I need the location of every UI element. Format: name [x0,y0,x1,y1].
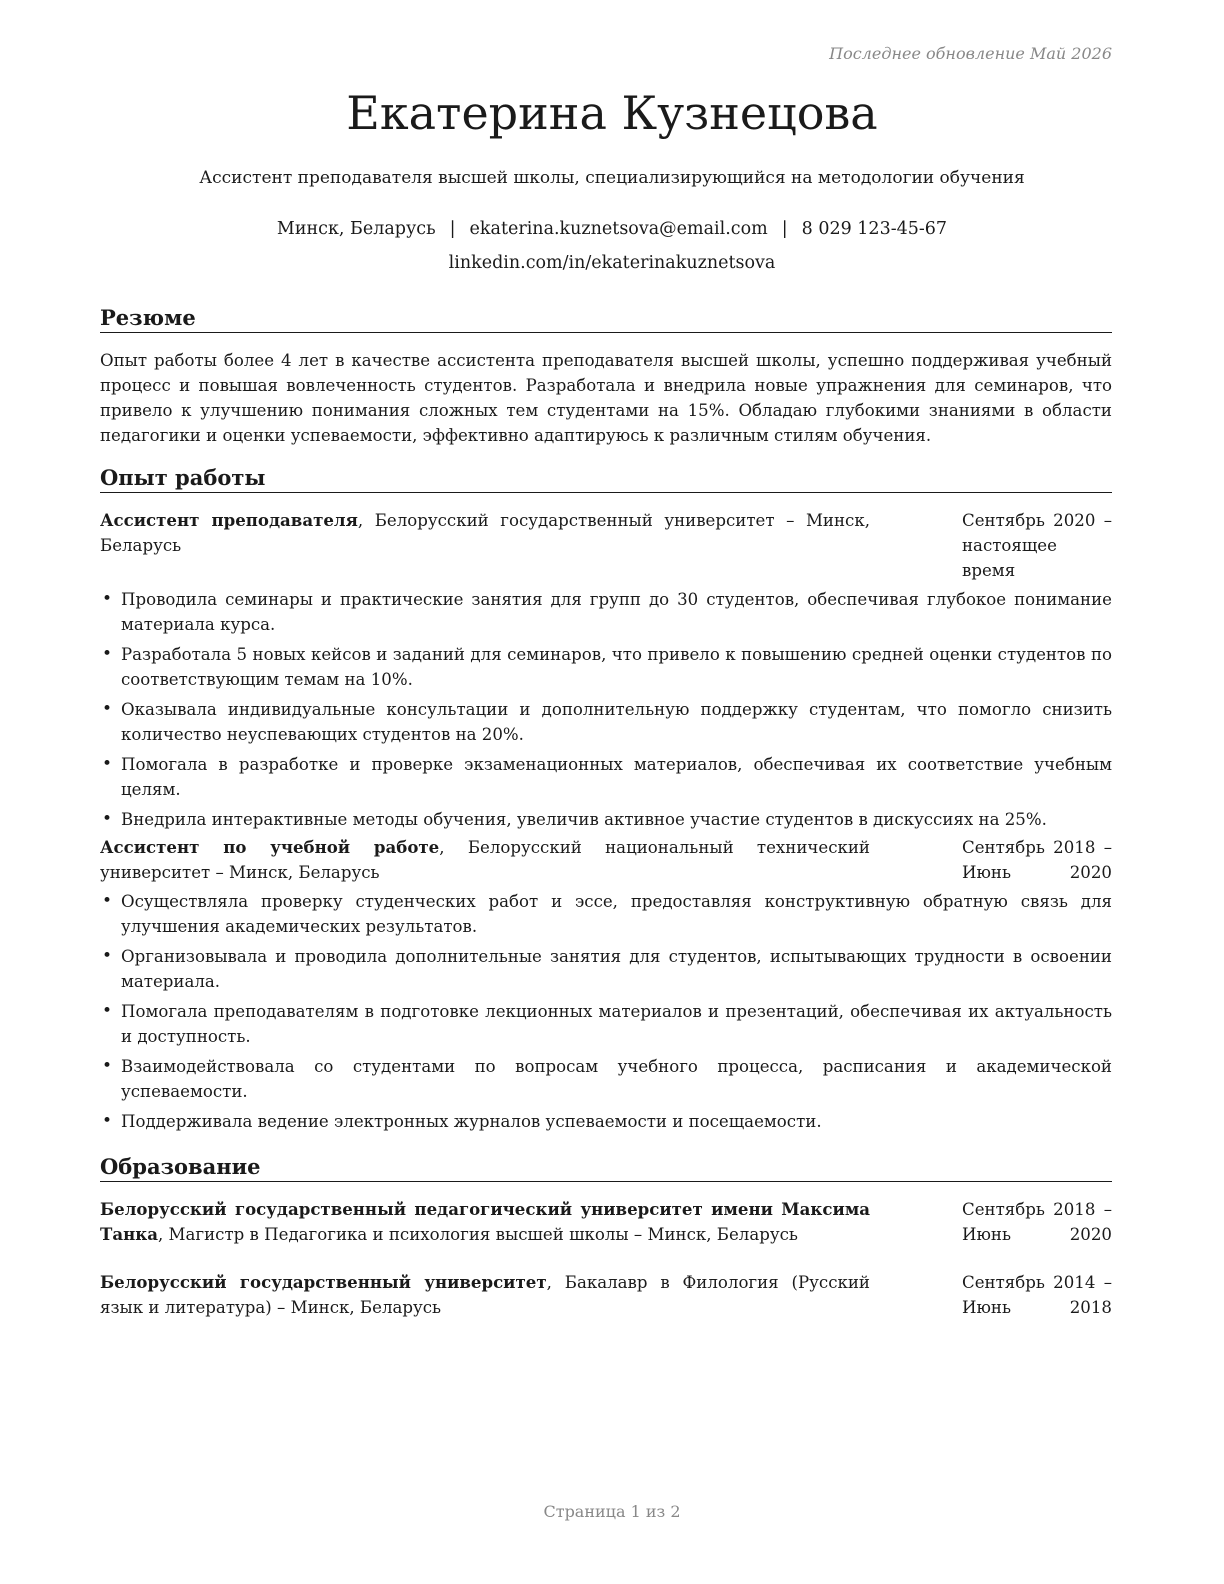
section-title-education: Образование [100,1154,1112,1182]
education-header [100,1197,1112,1247]
degree-details: , Бакалавр в Филология (Русский язык и литература) – Минск, Беларусь [100,1273,870,1317]
list-item: • Осуществляла проверку студенческих работ и эссе, предоставляя конструктивную обратную связь для улучшения академических результатов. [100,889,1112,939]
degree-details: , Магистр в Педагогика и психология высшей школы – Минск, Беларусь [157,1225,798,1244]
candidate-name: Екатерина Кузнецова [346,86,878,140]
list-item: • Помогала в разработке и проверке экзаменационных материалов, обеспечивая их соответствие учебным целям. [100,752,1112,802]
list-item: • Внедрила интерактивные методы обучения, увеличив активное участие студентов в дискуссиях на 25%. [100,807,1112,832]
job-header [100,508,1112,583]
list-item: • Проводила семинары и практические занятия для групп до 30 студентов, обеспечивая глубокое понимание материала курса. [100,587,1112,637]
job-organization: , Белорусский национальный технический университет – Минск, Беларусь [100,838,870,882]
job-entry [100,508,1112,837]
education-title-line [100,1270,870,1320]
job-role: Ассистент по учебной работе [100,837,440,857]
job-role: Ассистент преподавателя [100,510,358,530]
linkedin-link[interactable]: linkedin.com/in/ekaterinakuznetsova [448,253,776,273]
job-organization: , Белорусский государственный университет – Минск, Беларусь [100,511,870,555]
education-dates: Сентябрь 2014 – Июнь 2018 [962,1273,1112,1317]
summary-text: Опыт работы более 4 лет в качестве ассистента преподавателя высшей школы, успешно поддерживая учебный процесс и повышая вовлеченность студентов. Разработала и внедрила новые упражнения для семинаров, что привело к улучшению понимания сложных тем студентами на 15%. Обладаю глубокими знаниями в области педагогики и оценки успеваемости, эффективно адаптируюсь к различным стилям обучения. [100,351,1112,445]
job-bullets [100,587,1112,832]
separator: | [449,219,456,239]
job-dates: Сентябрь 2020 – настоящее время [962,511,1112,580]
education-title-line [100,1197,870,1247]
email-link[interactable]: ekaterina.kuznetsova@email.com [469,219,768,239]
list-item: • Разработала 5 новых кейсов и заданий для семинаров, что привело к повышению средней оценки студентов по соответствующим темам на 10%. [100,642,1112,692]
separator: | [781,219,788,239]
job-entry [100,835,1112,1139]
job-title-line [100,508,870,583]
last-updated: Последнее обновление Май 2026 [829,44,1112,63]
section-title-summary: Резюме [100,305,1112,333]
school-name: Белорусский государственный университет [100,1272,547,1292]
headline: Ассистент преподавателя высшей школы, специализирующийся на методологии обучения [199,168,1025,188]
job-bullets [100,889,1112,1134]
school-name: Белорусский государственный педагогический университет имени Максима Танка [100,1199,870,1244]
education-entry [100,1270,1112,1320]
contact-line [0,219,1224,239]
job-dates: Сентябрь 2018 – Июнь 2020 [962,838,1112,882]
job-title-line [100,835,870,885]
list-item: • Помогала преподавателям в подготовке лекционных материалов и презентаций, обеспечивая их актуальность и доступность. [100,999,1112,1049]
job-header [100,835,1112,885]
location: Минск, Беларусь [276,219,436,239]
page-number: Страница 1 из 2 [543,1502,681,1521]
phone: 8 029 123-45-67 [801,219,948,239]
list-item: • Оказывала индивидуальные консультации и дополнительную поддержку студентам, что помогло снизить количество неуспевающих студентов на 20%. [100,697,1112,747]
list-item: • Взаимодействовала со студентами по вопросам учебного процесса, расписания и академической успеваемости. [100,1054,1112,1104]
education-dates: Сентябрь 2018 – Июнь 2020 [962,1200,1112,1244]
list-item: • Организовывала и проводила дополнительные занятия для студентов, испытывающих трудности в освоении материала. [100,944,1112,994]
section-title-experience: Опыт работы [100,465,1112,493]
education-header [100,1270,1112,1320]
list-item: • Поддерживала ведение электронных журналов успеваемости и посещаемости. [100,1109,1112,1134]
education-entry [100,1197,1112,1247]
